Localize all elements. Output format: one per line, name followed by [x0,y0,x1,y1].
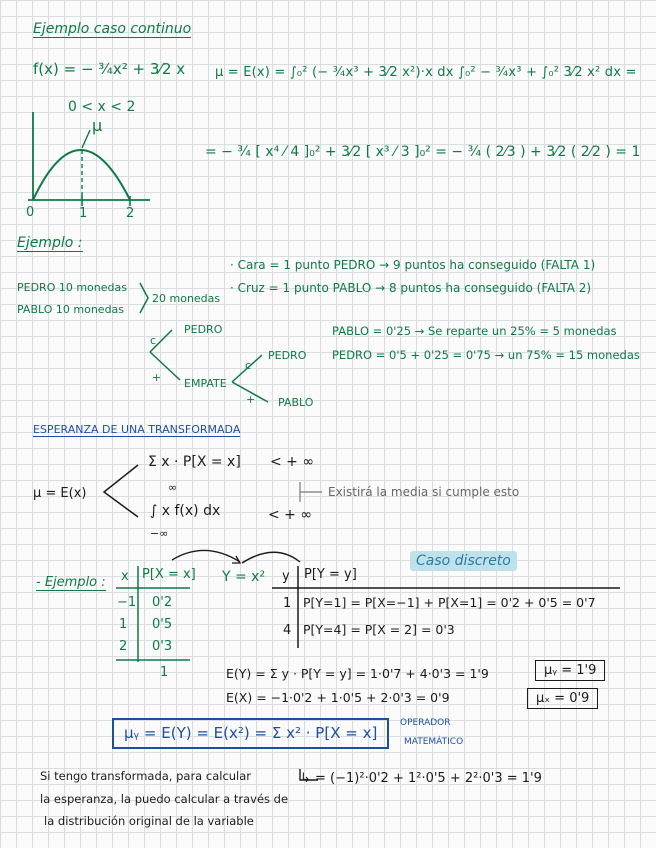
continuous-integral: ∫ x f(x) dx [150,503,221,519]
explanation-line-2: la esperanza, la puedo calcular a través de [40,792,289,806]
total-coins: 20 monedas [152,292,221,305]
y-table-header-p: P[Y = y] [304,567,357,582]
tree-heads-2: c [245,359,252,372]
note-tails: · Cruz = 1 punto PABLO → 8 puntos ha conseguido (FALTA 2) [230,281,592,295]
expected-value-result: = − ¾ [ x⁴ ⁄ 4 ]₀² + 3⁄2 [ x³ ⁄ 3 ]₀² = − ¾ ( 2⁄3 ) + 3⁄2 ( 2⁄2 ) = 1 [205,144,641,160]
axis-tick-2: 2 [126,206,135,221]
discrete-sum: Σ x · P[X = x] [148,454,241,470]
expected-y: E(Y) = Σ y · P[Y = y] = 1·0'7 + 4·0'3 = 1'9 [226,666,489,681]
x-table-total: 1 [160,665,169,680]
x-table-header-x: x [121,569,129,584]
tree-pedro-2: PEDRO [268,349,307,362]
continuous-example-title: Ejemplo caso continuo [33,21,192,37]
pedro-coins: PEDRO 10 monedas [17,281,127,294]
pablo-coins: PABLO 10 monedas [17,303,125,316]
expected-value-integral: μ = E(x) = ∫₀² (− ¾x³ + 3⁄2 x²)·x dx ∫₀² − ¾x³ + ∫₀² 3⁄2 x² dx = [215,65,637,80]
tree-pedro-1: PEDRO [184,323,223,336]
tree-pablo: PABLO [278,396,314,409]
mu-y-box: μᵧ = 1'9 [535,660,605,681]
transform-definition: Y = x² [222,569,266,585]
operator-label-2: MATEMÁTICO [404,737,464,747]
integral-lower: −∞ [150,527,169,540]
expected-x: E(X) = −1·0'2 + 1·0'5 + 2·0'3 = 0'9 [226,690,450,705]
operator-label-1: OPERADOR [400,718,451,728]
x-table-row: −1 [117,595,137,610]
pablo-share: PABLO = 0'25 → Se reparte un 25% = 5 monedas [332,324,617,338]
tree-tie: EMPATE [184,377,227,390]
mu-label: μ [92,116,103,135]
density-function: f(x) = − ¾x² + 3⁄2 x [33,60,186,78]
y-table-row: 4 [283,623,292,638]
x-table-row: 0'2 [152,595,173,610]
discrete-example-label: - Ejemplo : [36,575,106,590]
axis-tick-1: 1 [79,206,88,221]
tree-tails-2: + [246,393,256,406]
transform-calculation: ↳ = (−1)²·0'2 + 1²·0'5 + 2²·0'3 = 1'9 [300,771,542,786]
y-table-header-y: y [282,569,290,584]
domain-condition: 0 < x < 2 [68,99,136,115]
y-table-row: P[Y=4] = P[X = 2] = 0'3 [303,622,455,637]
integral-upper: ∞ [168,481,178,494]
tree-heads-1: c [150,334,157,347]
y-table-row: P[Y=1] = P[X=−1] + P[X=1] = 0'2 + 0'5 = 0'7 [303,595,596,610]
example-title: Ejemplo : [17,235,83,251]
explanation-line-3: la distribución original de la variable [44,814,254,828]
mu-ex: μ = E(x) [33,486,87,501]
axis-tick-0: 0 [26,205,35,220]
discrete-condition: < + ∞ [270,454,315,470]
transform-expectation-title: ESPERANZA DE UNA TRANSFORMADA [33,423,241,436]
transform-formula-box: μᵧ = E(Y) = E(x²) = Σ x² · P[X = x] [112,718,389,749]
x-table-header-p: P[X = x] [142,567,196,582]
discrete-case-tag: Caso discreto [410,551,517,571]
x-table-row: 0'3 [152,639,173,654]
continuous-condition: < + ∞ [268,507,313,523]
explanation-line-1: Si tengo transformada, para calcular [40,769,252,783]
x-table-row: 1 [119,617,128,632]
x-table-row: 0'5 [152,617,173,632]
mu-x-box: μₓ = 0'9 [527,688,598,709]
tree-tails-1: + [152,371,162,384]
existence-note: Existirá la media si cumple esto [328,485,520,499]
pedro-share: PEDRO = 0'5 + 0'25 = 0'75 → un 75% = 15 monedas [332,348,640,362]
x-table-row: 2 [119,639,128,654]
note-heads: · Cara = 1 punto PEDRO → 9 puntos ha conseguido (FALTA 1) [230,258,596,272]
y-table-row: 1 [283,596,292,611]
